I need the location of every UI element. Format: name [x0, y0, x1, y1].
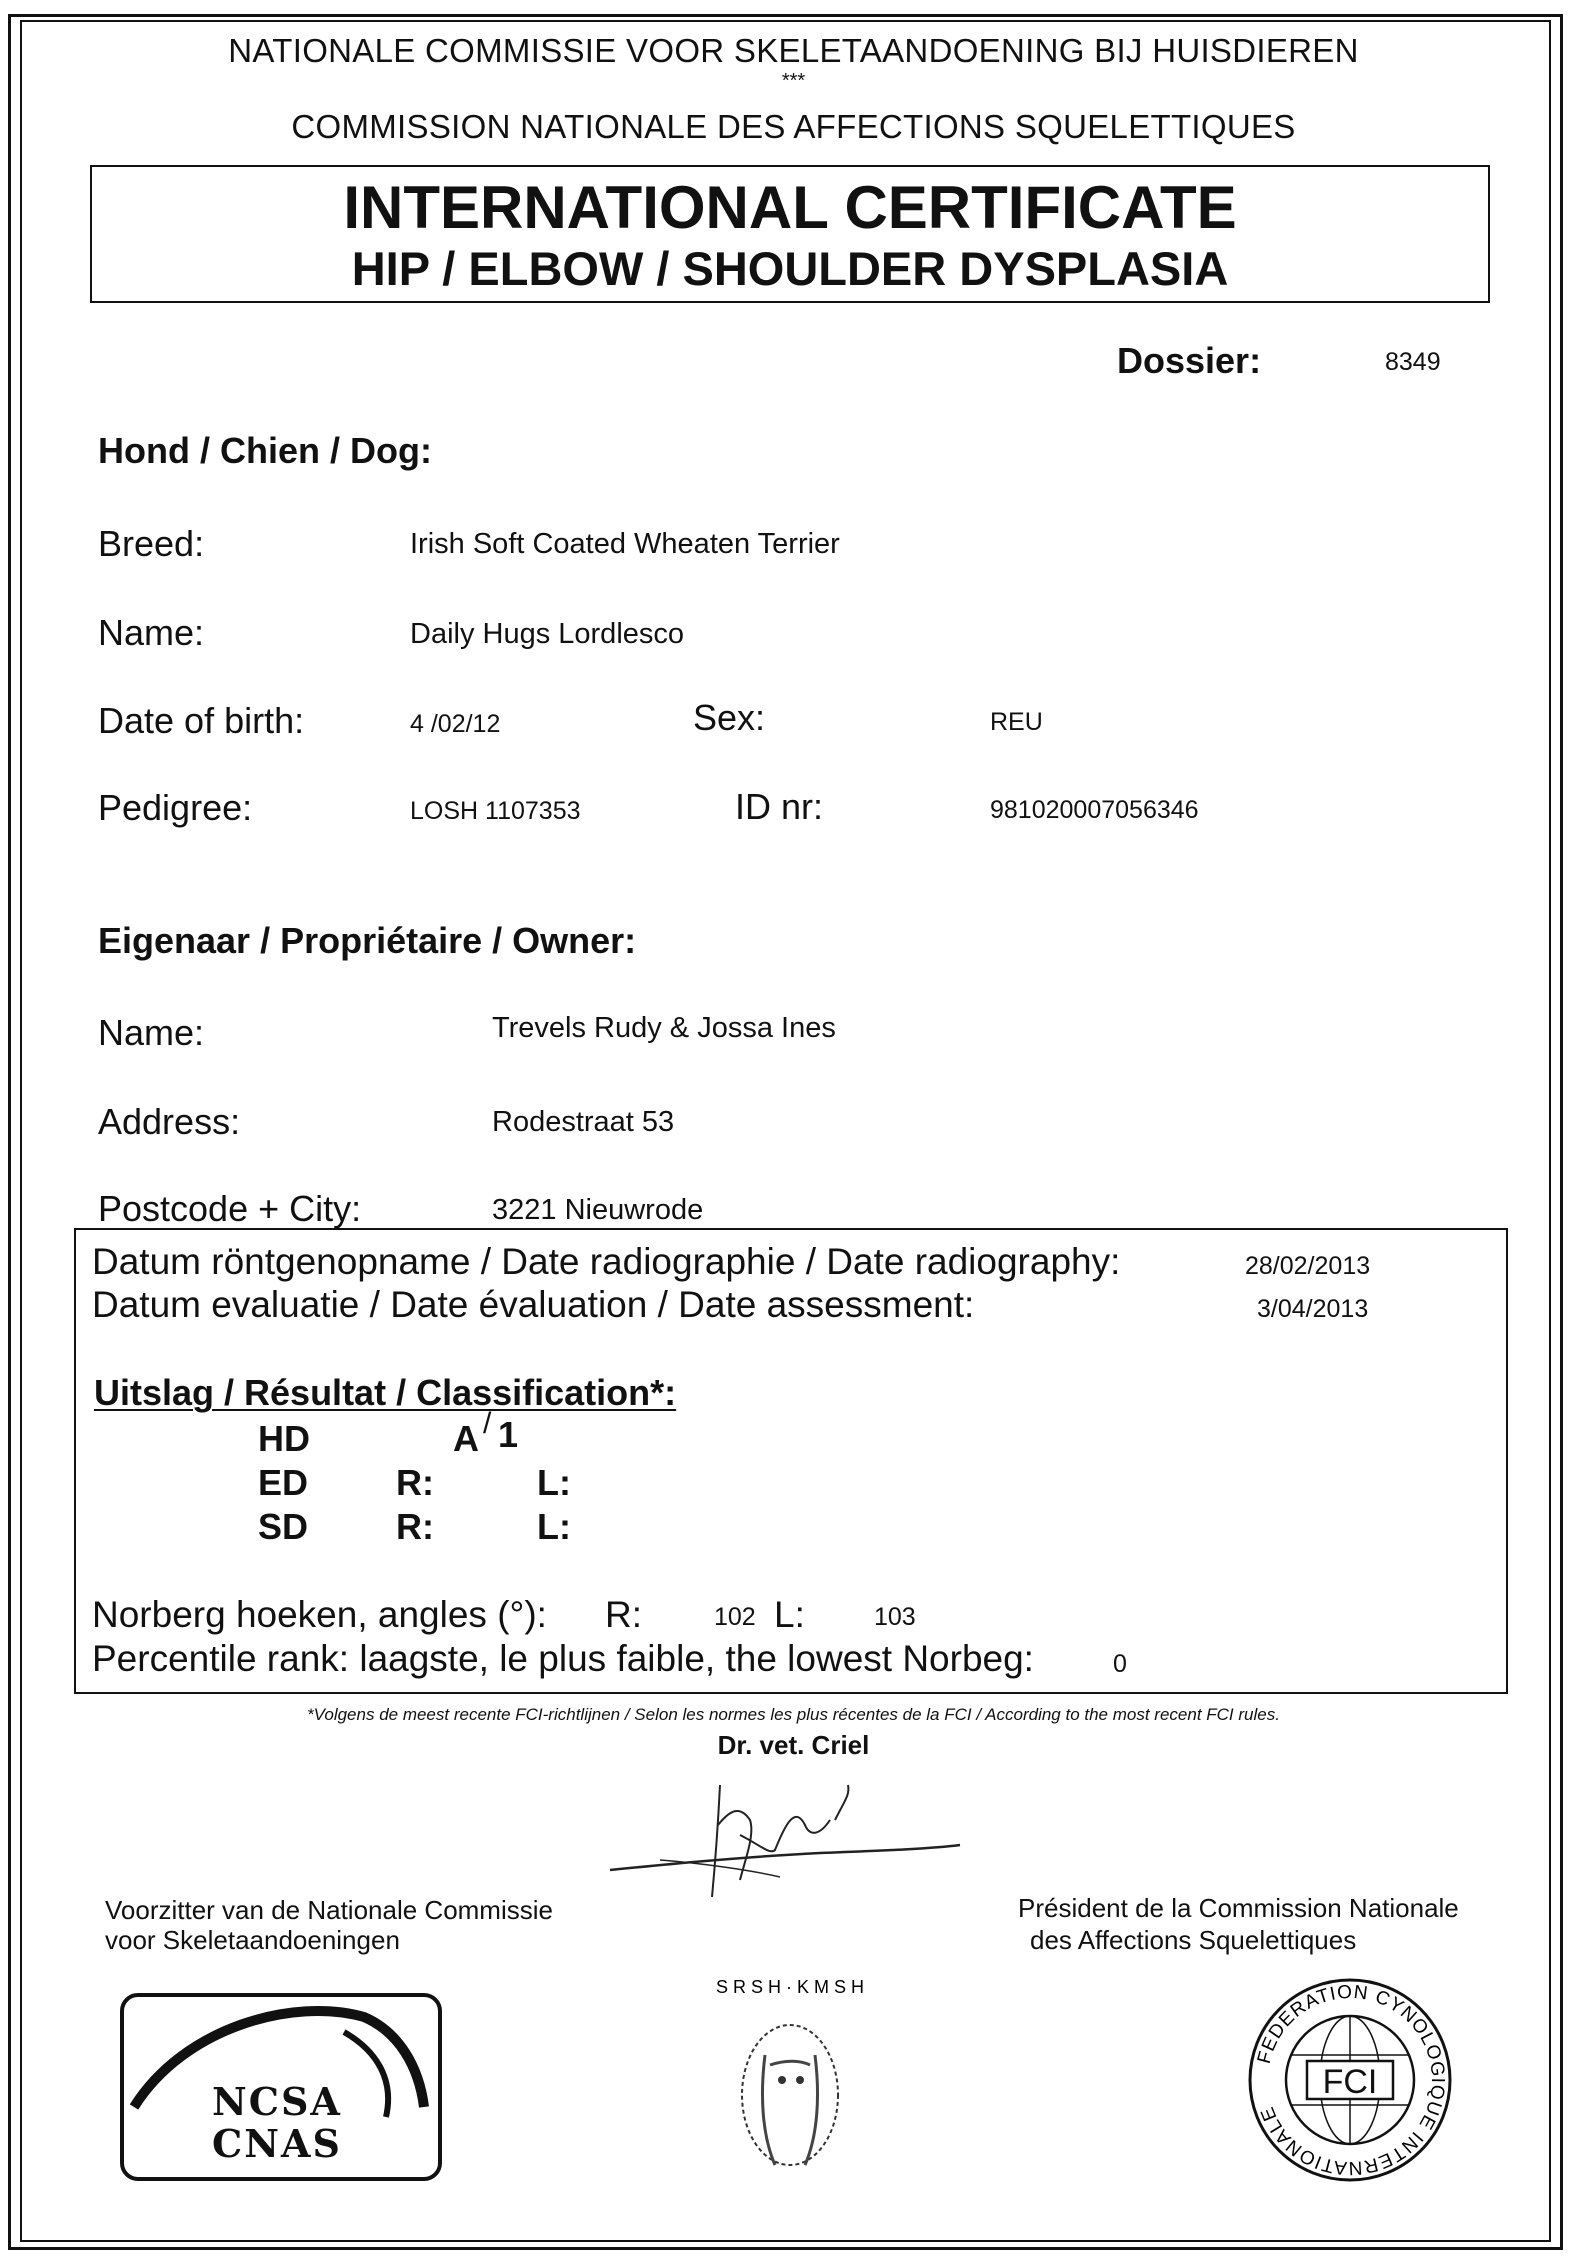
norberg-right-value: 102 [714, 1603, 756, 1631]
breed-value: Irish Soft Coated Wheaten Terrier [410, 528, 840, 560]
header-line-french: COMMISSION NATIONALE DES AFFECTIONS SQUELETTIQUES [291, 108, 1296, 145]
id-label: ID nr: [735, 786, 824, 827]
header-stars: *** [781, 70, 806, 92]
ed-right-label: R: [396, 1462, 434, 1503]
address-value: Rodestraat 53 [492, 1106, 675, 1138]
president-french-line2: des Affections Squelettiques [1030, 1925, 1357, 1955]
id-value: 981020007056346 [990, 796, 1199, 824]
signature-scribble [600, 1765, 980, 1905]
certificate-subtitle: HIP / ELBOW / SHOULDER DYSPLASIA [351, 242, 1229, 295]
president-dutch-line2: voor Skeletaandoeningen [105, 1925, 400, 1955]
pedigree-value: LOSH 1107353 [410, 797, 581, 825]
dog-name-value: Daily Hugs Lordlesco [410, 618, 685, 650]
radiography-date-value: 28/02/2013 [1245, 1252, 1371, 1280]
hd-slash: / [483, 1407, 492, 1440]
sex-value: REU [990, 708, 1043, 736]
certificate-title: INTERNATIONAL CERTIFICATE [343, 174, 1237, 241]
sd-left-label: L: [537, 1506, 571, 1547]
dog-heading: Hond / Chien / Dog: [98, 430, 432, 471]
svg-text:S R S H · K M S H: S R S H · K M S H [715, 1977, 865, 1997]
norberg-label: Norberg hoeken, angles (°): [92, 1594, 547, 1635]
dob-label: Date of birth: [98, 700, 305, 741]
dossier-label: Dossier: [1117, 340, 1262, 381]
address-label: Address: [98, 1101, 241, 1142]
percentile-value: 0 [1113, 1650, 1127, 1678]
radiography-date-label: Datum röntgenopname / Date radiographie / Date radiography: [92, 1241, 1121, 1282]
owner-name-label: Name: [98, 1012, 205, 1053]
pedigree-label: Pedigree: [98, 787, 253, 828]
cnas-text: CNAS [212, 2121, 342, 2166]
fci-ring-text: FEDERATION CYNOLOGIQUE INTERNATIONALE [1253, 1981, 1449, 2179]
president-dutch-line1: Voorzitter van de Nationale Commissie [105, 1895, 553, 1925]
sex-label: Sex: [693, 697, 766, 738]
hd-label: HD [258, 1418, 310, 1459]
percentile-label: Percentile rank: laagste, le plus faible, the lowest Norbeg: [92, 1638, 1034, 1679]
sd-label: SD [258, 1506, 309, 1547]
signer-name: Dr. vet. Criel [717, 1730, 870, 1760]
norberg-left-label: L: [774, 1594, 805, 1635]
dossier-value: 8349 [1385, 348, 1441, 376]
header-line-dutch: NATIONALE COMMISSIE VOOR SKELETAANDOENING BIJ HUISDIEREN [228, 32, 1359, 69]
ed-left-label: L: [537, 1462, 571, 1503]
city-value: 3221 Nieuwrode [492, 1194, 704, 1226]
president-french-line1: Président de la Commission Nationale [1018, 1893, 1459, 1923]
srsh-kmsh-seal [690, 1965, 890, 2195]
breed-label: Breed: [98, 523, 205, 564]
ncsa-text: NCSA [212, 2079, 342, 2124]
classification-heading: Uitslag / Résultat / Classification*: [94, 1372, 677, 1413]
norberg-right-label: R: [605, 1594, 642, 1635]
ncsa-logo [120, 1993, 442, 2181]
city-label: Postcode + City: [98, 1188, 362, 1229]
owner-heading: Eigenaar / Propriétaire / Owner: [98, 920, 637, 961]
dog-name-label: Name: [98, 612, 205, 653]
ed-label: ED [258, 1462, 309, 1503]
owner-name-value: Trevels Rudy & Jossa Ines [492, 1012, 836, 1044]
title-box [90, 165, 1490, 303]
norberg-left-value: 103 [874, 1603, 916, 1631]
sd-right-label: R: [396, 1506, 434, 1547]
assessment-date-value: 3/04/2013 [1257, 1295, 1369, 1323]
assessment-date-label: Datum evaluatie / Date évaluation / Date assessment: [92, 1284, 975, 1325]
footnote: *Volgens de meest recente FCI-richtlijnen / Selon les normes les plus récentes de la FCI / According to the most recent FCI rules. [307, 1705, 1280, 1724]
hd-value: A [453, 1418, 479, 1459]
dob-value: 4 /02/12 [410, 710, 501, 738]
fci-logo [1245, 1975, 1455, 2185]
hd-grade: 1 [498, 1414, 519, 1455]
fci-center-text: FCI [1322, 2063, 1378, 2101]
